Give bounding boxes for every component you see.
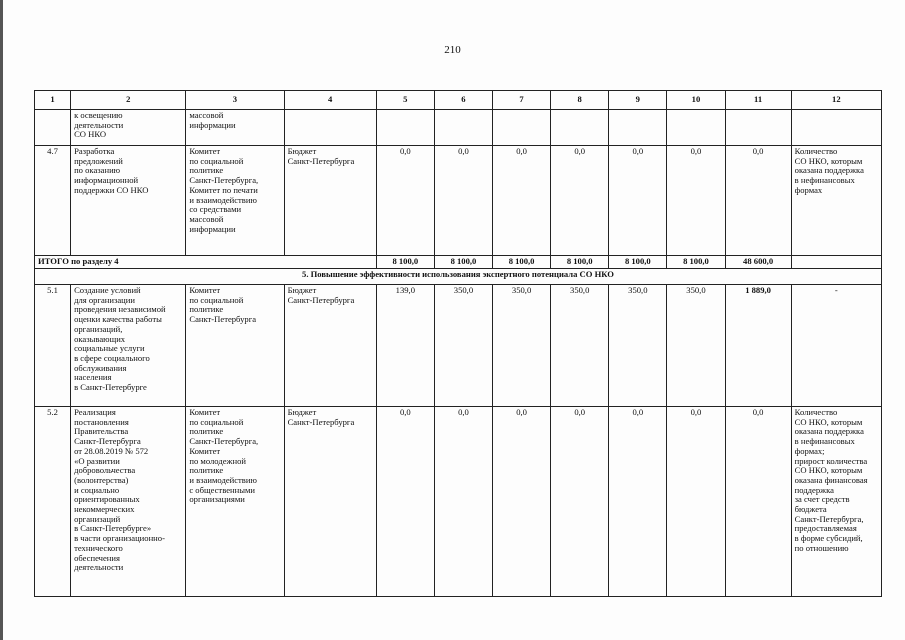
- page-number: 210: [444, 44, 461, 56]
- cell-value: [725, 110, 791, 146]
- section-title: 5. Повышение эффективности использования экспертного потенциала СО НКО: [35, 269, 882, 285]
- cell-value: 350,0: [551, 285, 609, 407]
- cell-value: 0,0: [725, 407, 791, 597]
- cell-num: 5.2: [35, 407, 71, 597]
- header-cell: 12: [791, 91, 881, 110]
- table-row: [35, 146, 882, 256]
- cell-result: Количество СО НКО, которым оказана поддержка в нефинансовых формах: [791, 146, 881, 256]
- header-cell: 10: [667, 91, 725, 110]
- program-table: [34, 90, 882, 597]
- cell-num: [35, 110, 71, 146]
- cell-executor: Комитет по социальной политике Санкт-Петербурга: [186, 285, 284, 407]
- table-row: [35, 110, 882, 146]
- total-label: ИТОГО по разделу 4: [35, 256, 377, 269]
- total-value: 8 100,0: [434, 256, 492, 269]
- cell-value: 0,0: [493, 407, 551, 597]
- header-cell: 5: [376, 91, 434, 110]
- cell-result: -: [791, 285, 881, 407]
- table-row: [35, 407, 882, 597]
- header-cell: 8: [551, 91, 609, 110]
- section-row: [35, 269, 882, 285]
- cell-value: 0,0: [609, 407, 667, 597]
- cell-value: 0,0: [376, 146, 434, 256]
- cell-value: 0,0: [667, 146, 725, 256]
- cell-executor: Комитет по социальной политике Санкт-Петербурга, Комитет по молодежной политике и взаимодействию с общественными организациями: [186, 407, 284, 597]
- cell-value: 1 889,0: [725, 285, 791, 407]
- total-value: 8 100,0: [493, 256, 551, 269]
- header-cell: 9: [609, 91, 667, 110]
- total-value: 8 100,0: [376, 256, 434, 269]
- header-row: [35, 91, 882, 110]
- cell-value: [667, 110, 725, 146]
- cell-value: 350,0: [609, 285, 667, 407]
- cell-source: [284, 110, 376, 146]
- cell-value: [609, 110, 667, 146]
- cell-value: [434, 110, 492, 146]
- total-value: 8 100,0: [667, 256, 725, 269]
- cell-value: [551, 110, 609, 146]
- cell-value: 350,0: [434, 285, 492, 407]
- total-value: 48 600,0: [725, 256, 791, 269]
- scan-edge: [0, 0, 3, 640]
- cell-source: Бюджет Санкт-Петербурга: [284, 146, 376, 256]
- cell-value: 139,0: [376, 285, 434, 407]
- cell-num: 5.1: [35, 285, 71, 407]
- table-row: [35, 285, 882, 407]
- cell-executor: Комитет по социальной политике Санкт-Петербурга, Комитет по печати и взаимодействию со средствами массовой информации: [186, 146, 284, 256]
- cell-value: 0,0: [725, 146, 791, 256]
- cell-activity: Создание условий для организации проведения независимой оценки качества работы организаций, оказывающих социальные услуги в сфере социального обслуживания населения в Санкт-Петербурге: [71, 285, 186, 407]
- total-value: 8 100,0: [609, 256, 667, 269]
- cell-value: 0,0: [493, 146, 551, 256]
- header-cell: 4: [284, 91, 376, 110]
- cell-value: [376, 110, 434, 146]
- cell-activity: Разработка предложений по оказанию информационной поддержки СО НКО: [71, 146, 186, 256]
- cell-source: Бюджет Санкт-Петербурга: [284, 285, 376, 407]
- header-cell: 2: [71, 91, 186, 110]
- cell-activity: к освещению деятельности СО НКО: [71, 110, 186, 146]
- cell-value: 0,0: [376, 407, 434, 597]
- cell-result: [791, 110, 881, 146]
- total-empty: [791, 256, 881, 269]
- cell-num: 4.7: [35, 146, 71, 256]
- cell-value: 0,0: [667, 407, 725, 597]
- cell-result: Количество СО НКО, которым оказана поддержка в нефинансовых формах; прирост количества СО НКО, которым оказана финансовая поддержка за счет средств бюджета Санкт-Петербурга, предоставляемая в форме субсидий, по отношению: [791, 407, 881, 597]
- cell-value: 0,0: [609, 146, 667, 256]
- cell-value: 0,0: [551, 146, 609, 256]
- cell-value: 0,0: [434, 407, 492, 597]
- header-cell: 3: [186, 91, 284, 110]
- cell-value: [493, 110, 551, 146]
- cell-executor: массовой информации: [186, 110, 284, 146]
- cell-value: 350,0: [493, 285, 551, 407]
- header-cell: 1: [35, 91, 71, 110]
- cell-value: 0,0: [434, 146, 492, 256]
- total-value: 8 100,0: [551, 256, 609, 269]
- cell-activity: Реализация постановления Правительства Санкт-Петербурга от 28.08.2019 № 572 «О развитии добровольчества (волонтерства) и социально ориентированных некоммерческих организаций в Санкт-Петербурге» в части организационно- технического обеспечения деятельности: [71, 407, 186, 597]
- header-cell: 11: [725, 91, 791, 110]
- cell-value: 0,0: [551, 407, 609, 597]
- header-cell: 7: [493, 91, 551, 110]
- cell-value: 350,0: [667, 285, 725, 407]
- total-row: [35, 256, 882, 269]
- header-cell: 6: [434, 91, 492, 110]
- cell-source: Бюджет Санкт-Петербурга: [284, 407, 376, 597]
